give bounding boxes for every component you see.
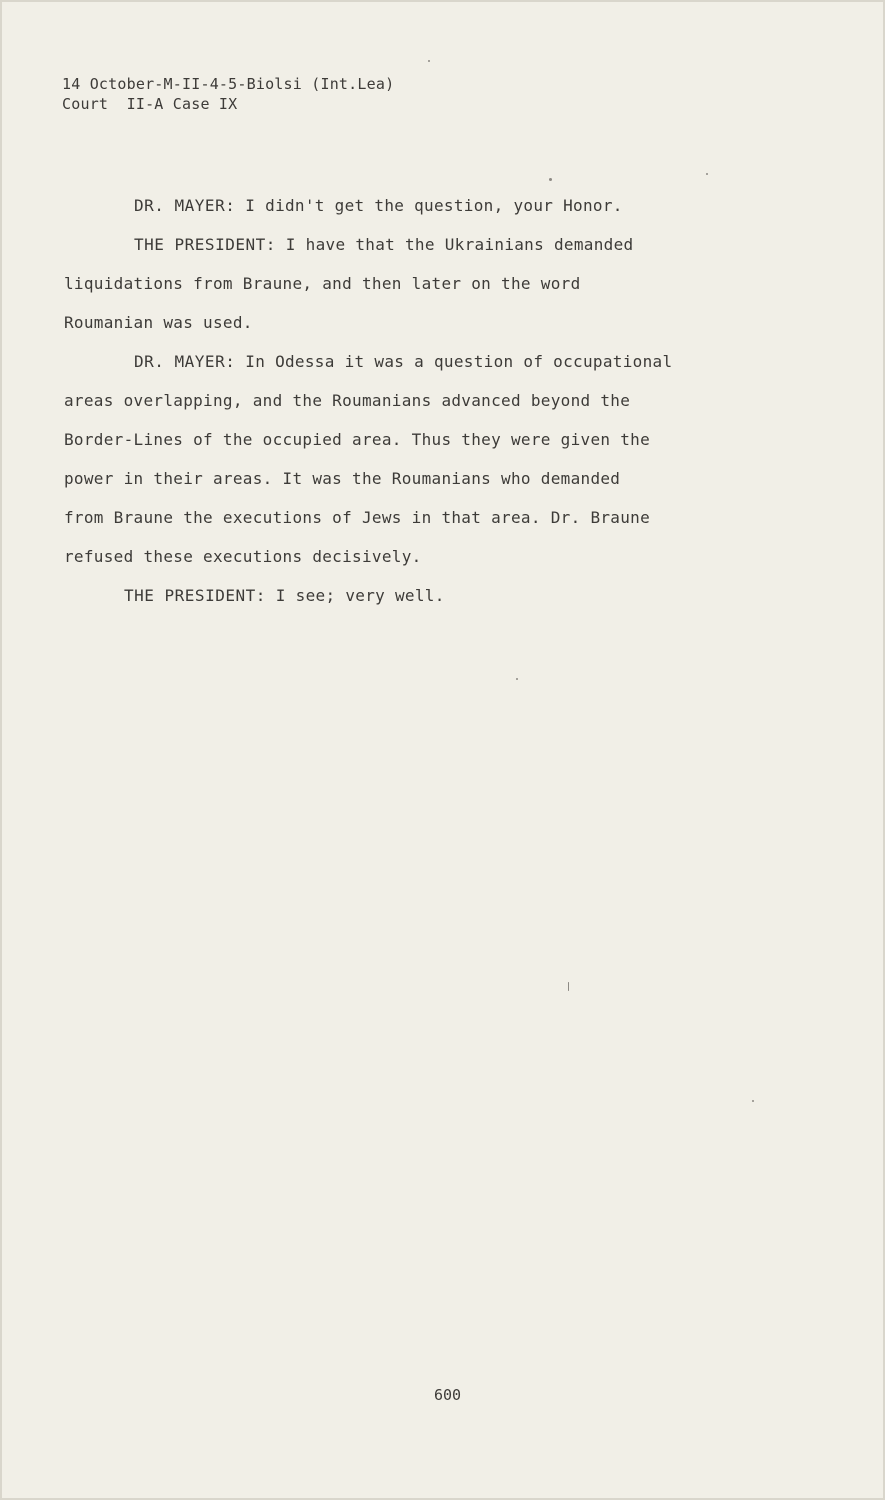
paper-speck	[516, 678, 518, 680]
speaker-label: DR. MAYER:	[134, 196, 236, 215]
speaker-label: THE PRESIDENT:	[124, 586, 266, 605]
paragraph-line: I have that the Ukrainians demanded	[285, 235, 634, 254]
paper-speck	[568, 982, 569, 991]
paragraph-line: In Odessa it was a question of occupational	[245, 352, 673, 371]
paper-speck	[428, 60, 430, 62]
paragraph-line: power in their areas. It was the Roumanians who demanded	[64, 469, 621, 488]
paragraph-line: I see; very well.	[275, 586, 445, 605]
header-line-2: Court II-A Case IX	[62, 95, 238, 113]
page-number: 600	[433, 1386, 462, 1404]
paragraph-line: refused these executions decisively.	[64, 547, 422, 566]
paragraph-line: Border-Lines of the occupied area. Thus they were given the	[64, 430, 651, 449]
paragraph-line: liquidations from Braune, and then later on the word	[64, 274, 581, 293]
speaker-label: DR. MAYER:	[134, 352, 236, 371]
paragraph-2	[64, 225, 784, 342]
paragraph-line: Roumanian was used.	[64, 313, 253, 332]
paragraph-line: from Braune the executions of Jews in that area. Dr. Braune	[64, 508, 651, 527]
speaker-label: THE PRESIDENT:	[134, 235, 276, 254]
paragraph-1	[64, 186, 784, 225]
transcript-body	[64, 186, 784, 615]
paragraph-line: I didn't get the question, your Honor.	[245, 196, 623, 215]
paper-speck	[549, 178, 552, 181]
paper-speck	[706, 173, 708, 175]
paragraph-line: areas overlapping, and the Roumanians advanced beyond the	[64, 391, 631, 410]
header-line-1: 14 October-M-II-4-5-Biolsi (Int.Lea)	[62, 75, 395, 93]
paragraph-3	[64, 342, 784, 576]
paragraph-4	[64, 576, 784, 615]
paper-speck	[752, 1100, 754, 1102]
document-header	[62, 74, 394, 114]
